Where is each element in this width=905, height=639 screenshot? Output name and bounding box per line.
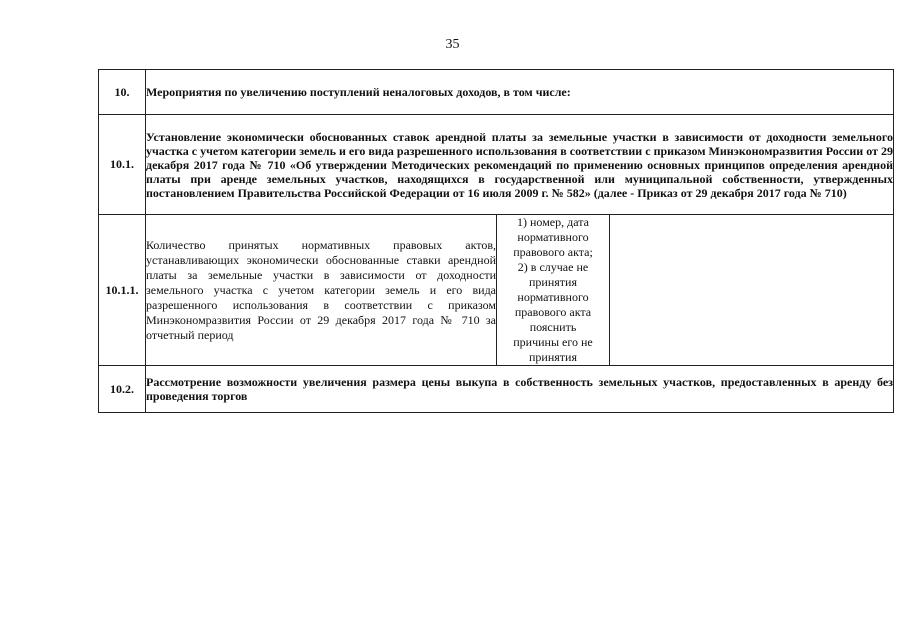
- row-number: 10.1.1.: [99, 215, 146, 366]
- criteria-line: 1) номер, дата: [517, 215, 589, 229]
- criteria-line: нормативного: [517, 290, 589, 304]
- criteria-line: нормативного: [517, 230, 589, 244]
- row-number: 10.: [99, 70, 146, 115]
- empty-cell: [610, 215, 894, 366]
- criteria-line: правового акта;: [513, 245, 593, 259]
- criteria-line: пояснить: [529, 320, 577, 334]
- row-title: Установление экономически обоснованных ставок арендной платы за земельные участки в зависимости от доходности земельного участка с учетом категории земель и его вида разрешенного использования в соответствии с приказом Минэкономразвития России от 29 декабря 2017 года № 710 «Об утверждении Методических рекомендаций по применению основных принципов определения арендной платы при аренде земельных участков, находящихся в государственной или муниципальной собственности, утвержденных постановлением Правительства Российской Федерации от 16 июля 2009 г. № 582» (далее - Приказ от 29 декабря 2017 года № 710): [146, 115, 894, 215]
- measures-table: [98, 69, 894, 413]
- indicator-criteria: [497, 215, 610, 366]
- table-row: [99, 366, 894, 413]
- row-number: 10.2.: [99, 366, 146, 413]
- criteria-line: 2) в случае не: [517, 260, 589, 274]
- row-title: Мероприятия по увеличению поступлений неналоговых доходов, в том числе:: [146, 70, 894, 115]
- criteria-line: принятия: [529, 275, 577, 289]
- page-number: 35: [445, 37, 460, 52]
- criteria-line: правового акта: [514, 305, 592, 319]
- table-row: [99, 215, 894, 366]
- row-title: Рассмотрение возможности увеличения размера цены выкупа в собственность земельных участков, предоставленных в аренду без проведения торгов: [146, 366, 894, 413]
- criteria-line: принятия: [529, 350, 577, 364]
- table-row: [99, 70, 894, 115]
- row-number: 10.1.: [99, 115, 146, 215]
- indicator-description: Количество принятых нормативных правовых актов, устанавливающих экономически обоснованные ставки арендной платы за земельные участки в зависимости от доходности земельного участка с учетом категории земель и его вида разрешенного использования в соответствии с приказом Минэкономразвития России от 29 декабря 2017 года № 710 за отчетный период: [146, 215, 497, 366]
- table-row: [99, 115, 894, 215]
- criteria-line: причины его не: [513, 335, 593, 349]
